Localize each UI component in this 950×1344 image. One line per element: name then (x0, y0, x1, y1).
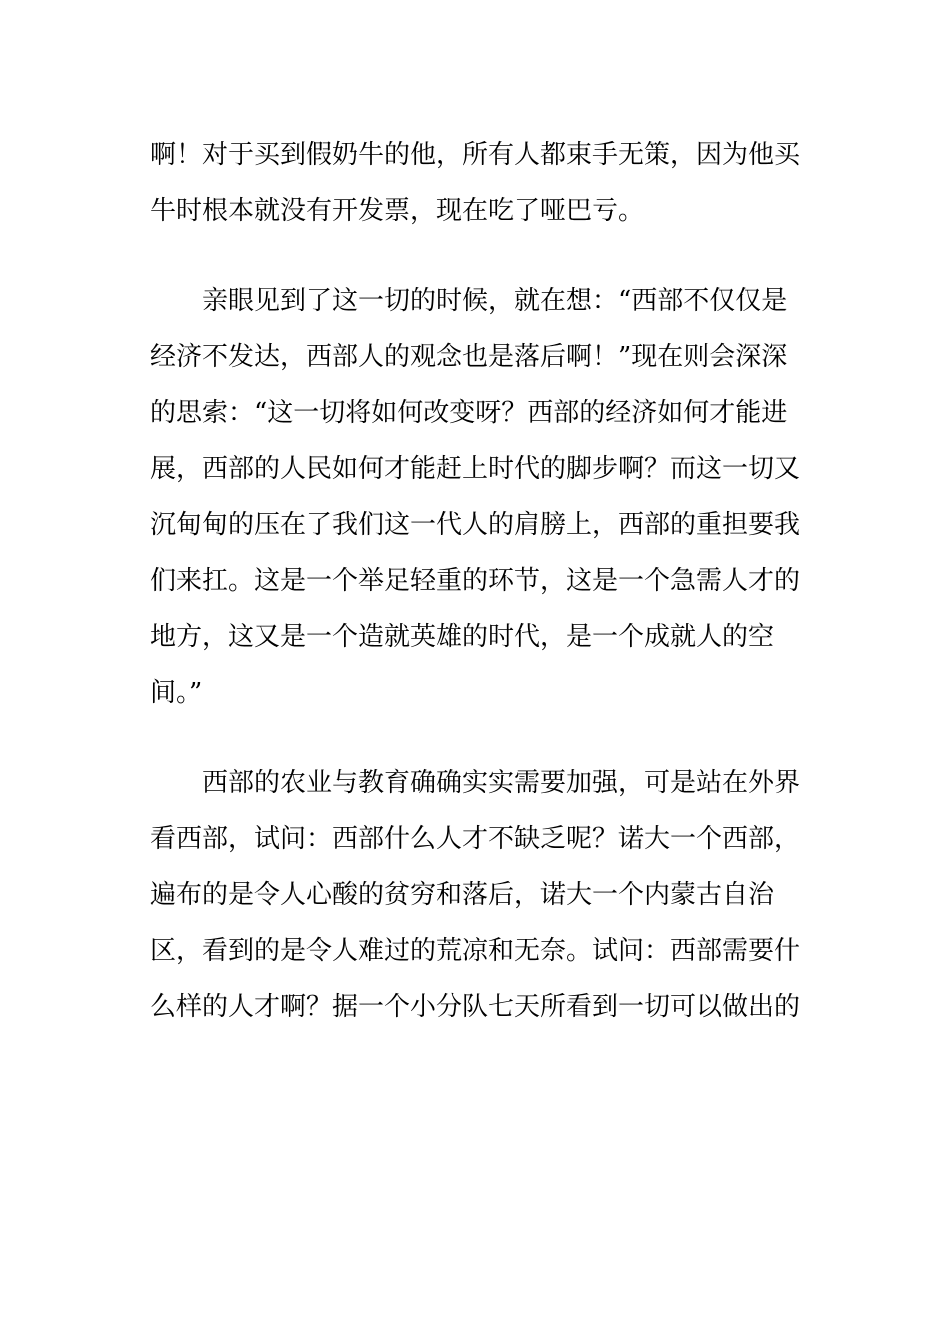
text-line: 地方，这又是一个造就英雄的时代，是一个成就人的空 (150, 622, 775, 652)
text-line: 区，看到的是令人难过的荒凉和无奈。试问：西部需要什 (150, 936, 801, 966)
text-line: 遍布的是令人心酸的贫穷和落后，诺大一个内蒙古自治 (150, 880, 775, 910)
paragraph-spacer (150, 721, 810, 755)
paragraph-spacer (150, 239, 810, 273)
text-line: 么样的人才啊？据一个小分队七天所看到一切可以做出的 (150, 992, 801, 1022)
text-line: 牛时根本就没有开发票，现在吃了哑巴亏。 (150, 196, 645, 226)
text-line: 间。” (150, 678, 203, 708)
text-line: 亲眼见到了这一切的时候，就在想：“西部不仅仅是 (202, 286, 788, 316)
document-body (150, 127, 810, 1035)
paragraph-2 (150, 273, 810, 721)
text-line: 沉甸甸的压在了我们这一代人的肩膀上，西部的重担要我 (150, 510, 801, 540)
text-line: 们来扛。这是一个举足轻重的环节，这是一个急需人才的 (150, 566, 801, 596)
text-line: 展，西部的人民如何才能赶上时代的脚步啊？而这一切又 (150, 454, 801, 484)
text-line: 经济不发达，西部人的观念也是落后啊！”现在则会深深 (150, 342, 788, 372)
text-line: 啊！对于买到假奶牛的他，所有人都束手无策，因为他买 (150, 140, 801, 170)
text-line: 的思索：“这一切将如何改变呀？西部的经济如何才能进 (150, 398, 788, 428)
text-line: 看西部，试问：西部什么人才不缺乏呢？诺大一个西部， (150, 824, 801, 854)
text-line: 西部的农业与教育确确实实需要加强，可是站在外界 (202, 768, 801, 798)
paragraph-1 (150, 127, 810, 239)
paragraph-3 (150, 755, 810, 1035)
